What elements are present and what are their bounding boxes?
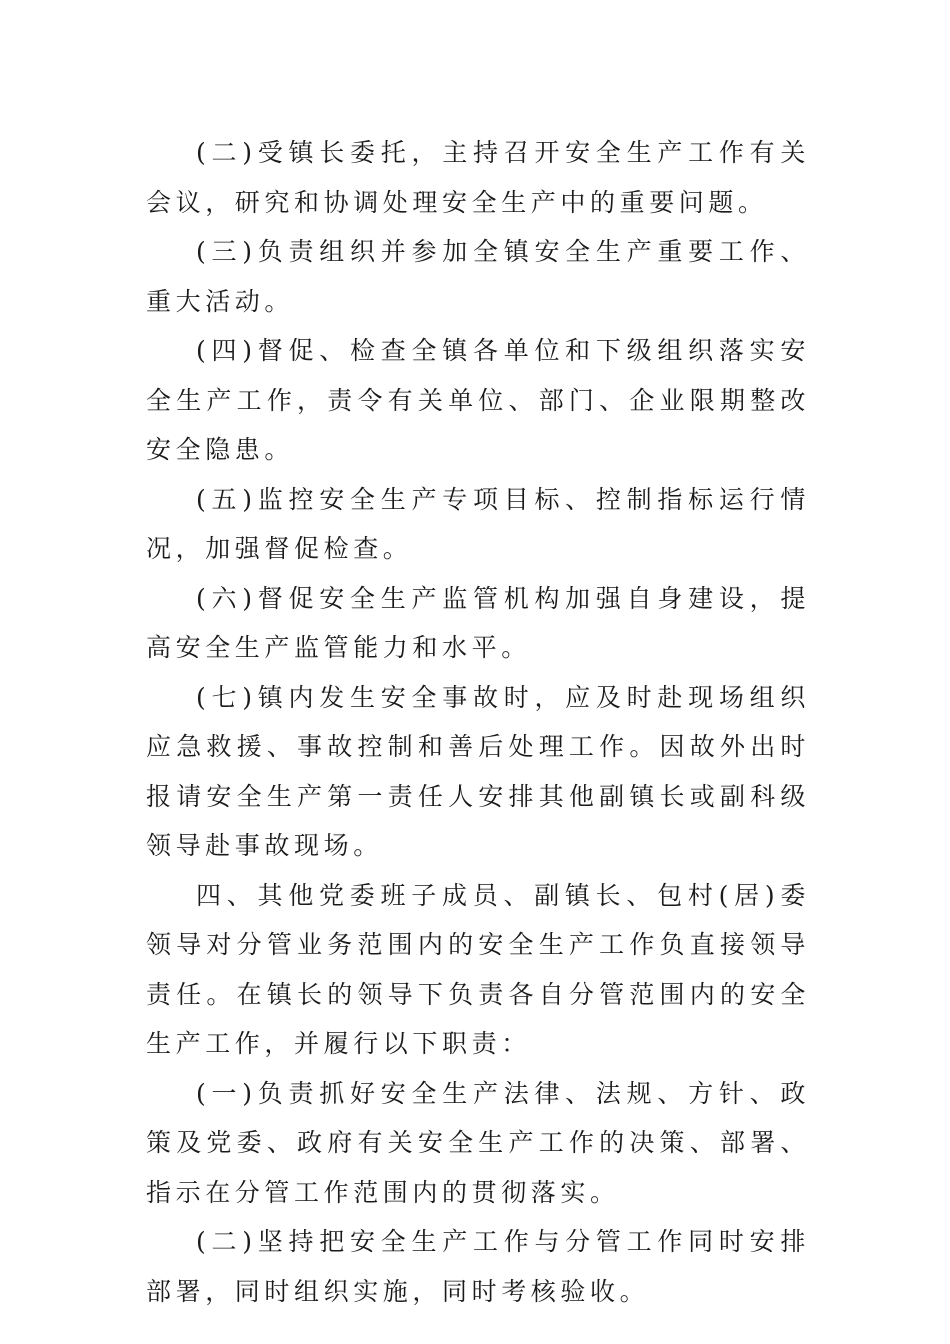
paragraph-item-2b: (二)坚持把安全生产工作与分管工作同时安排部署，同时组织实施，同时考核验收。 bbox=[146, 1227, 810, 1306]
paragraph-item-4: (四)督促、检查全镇各单位和下级组织落实安全生产工作，责令有关单位、部门、企业限期整改安全隐患。 bbox=[146, 336, 810, 464]
paragraph-item-2: (二)受镇长委托，主持召开安全生产工作有关会议，研究和协调处理安全生产中的重要问题。 bbox=[146, 138, 810, 217]
paragraph-item-5: (五)监控安全生产专项目标、控制指标运行情况，加强督促检查。 bbox=[146, 484, 810, 563]
section-four-paragraph: 四、其他党委班子成员、副镇长、包村(居)委领导对分管业务范围内的安全生产工作负直接领导责任。在镇长的领导下负责各自分管范围内的安全生产工作，并履行以下职责： bbox=[146, 880, 810, 1058]
paragraph-item-3: (三)负责组织并参加全镇安全生产重要工作、重大活动。 bbox=[146, 237, 810, 316]
paragraph-item-1: (一)负责抓好安全生产法律、法规、方针、政策及党委、政府有关安全生产工作的决策、部署、指示在分管工作范围内的贯彻落实。 bbox=[146, 1078, 810, 1207]
document-body bbox=[146, 128, 810, 1316]
paragraph-item-6: (六)督促安全生产监管机构加强自身建设，提高安全生产监管能力和水平。 bbox=[146, 583, 810, 662]
paragraph-item-7: (七)镇内发生安全事故时，应及时赴现场组织应急救援、事故控制和善后处理工作。因故外出时报请安全生产第一责任人安排其他副镇长或副科级领导赴事故现场。 bbox=[146, 682, 810, 860]
